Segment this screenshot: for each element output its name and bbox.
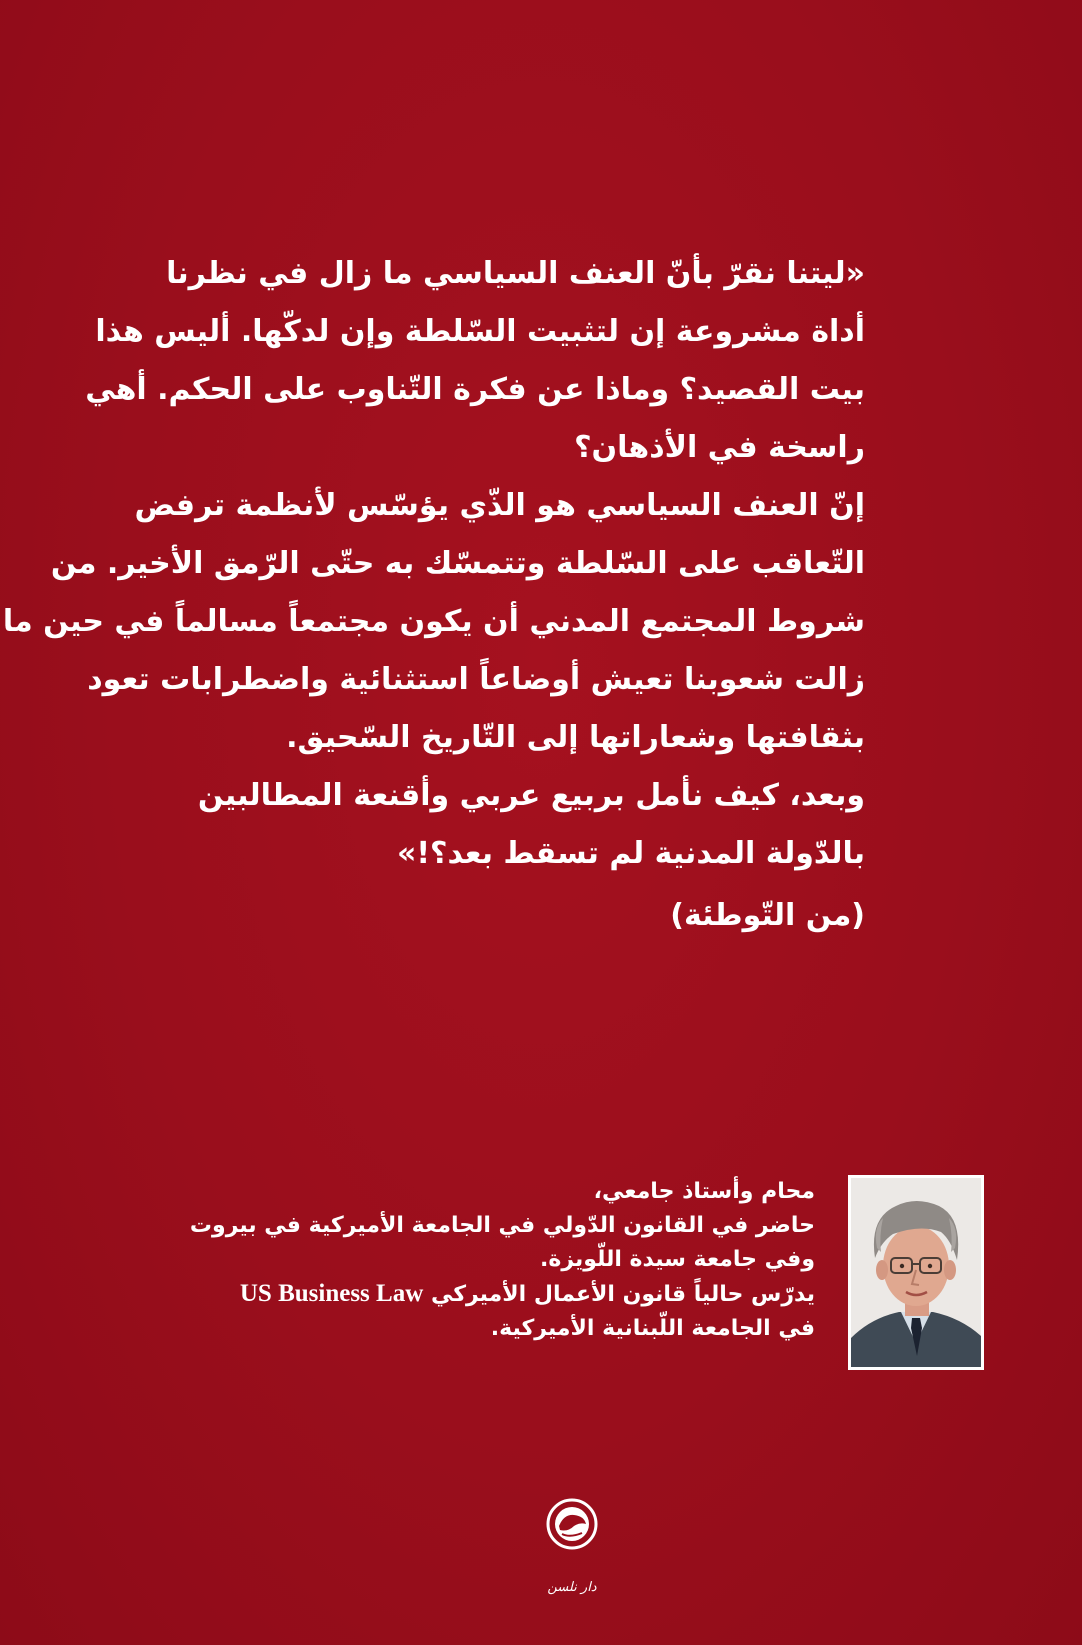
bio-line: محام وأستاذ جامعي، (593, 1179, 815, 1204)
quote-line: وبعد، كيف نأمل بربيع عربي وأقنعة المطالبين (197, 778, 865, 813)
bio-line: في الجامعة اللّبنانية الأميركية. (490, 1316, 815, 1341)
publisher-logo (540, 1488, 604, 1588)
quote-source: (من التّوطئة) (670, 898, 865, 933)
quote-line: راسخة في الأذهان؟ (574, 430, 865, 465)
quote-line: زالت شعوبنا تعيش أوضاعاً استثنائية واضطرابات تعود (87, 662, 865, 697)
bio-line: حاضر في القانون الدّولي في الجامعة الأميركية في بيروت (189, 1213, 815, 1238)
publisher-logo-icon (540, 1488, 604, 1580)
quote-line: «ليتنا نقرّ بأنّ العنف السياسي ما زال في نظرنا (166, 256, 865, 291)
bio-line (195, 1277, 815, 1312)
author-portrait-icon (851, 1178, 981, 1367)
publisher-name: دار نلسن (547, 1580, 597, 1595)
quote-line: شروط المجتمع المدني أن يكون مجتمعاً مسالماً في حين ما (2, 604, 865, 639)
quote-line: أداة مشروعة إن لتثبيت السّلطة وإن لدكّها. أليس هذا (95, 314, 865, 349)
quote-line: التّعاقب على السّلطة وتتمسّك به حتّى الرّمق الأخير. من (50, 546, 865, 581)
back-cover-quote (2, 245, 865, 945)
bio-line-arabic: يدرّس حالياً قانون الأعمال الأميركي (430, 1282, 815, 1307)
quote-line: إنّ العنف السياسي هو الذّي يؤسّس لأنظمة ترفض (134, 488, 865, 523)
quote-line: بيت القصيد؟ وماذا عن فكرة التّناوب على الحكم. أهي (85, 372, 865, 407)
quote-line: بثقافتها وشعاراتها إلى التّاريخ السّحيق. (286, 720, 865, 755)
author-bio (189, 1175, 815, 1346)
bio-line: وفي جامعة سيدة اللّويزة. (540, 1247, 815, 1272)
author-photo (848, 1175, 984, 1370)
bio-line-english: US Business Law (239, 1280, 424, 1307)
quote-line: بالدّولة المدنية لم تسقط بعد؟!» (397, 836, 865, 871)
